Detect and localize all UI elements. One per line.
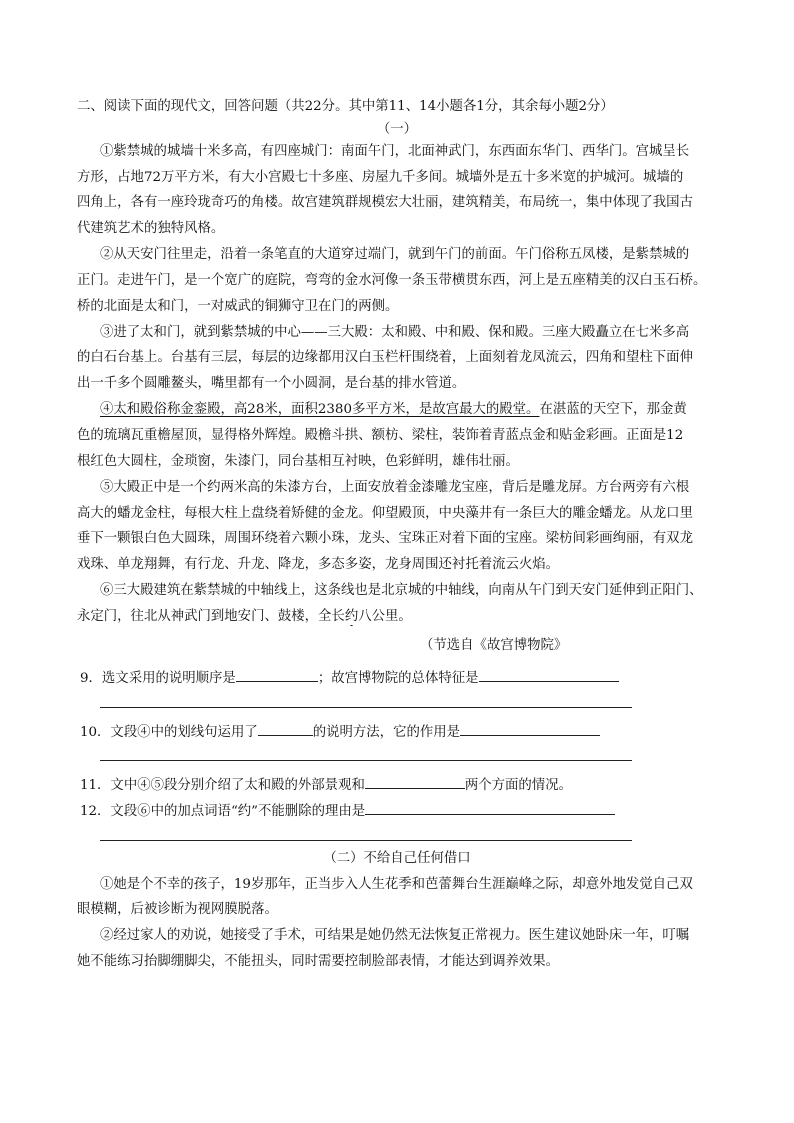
q10-answer-line[interactable] [100,760,632,761]
p5-line-2: 高大的蟠龙金柱，每根大柱上盘绕着矫健的金龙。仰望殿顶，中央藻井有一条巨大的雕金蟠龙。从龙口里 [77,506,693,521]
p4-line-1-rest: 在湛蓝的天空下，那金黄 [539,402,687,417]
q10-text-b: 的说明方法，它的作用是 [312,725,461,739]
p6-line-2-b: 八公里。 [358,609,412,624]
q9-text-b: ；故宫博物院的总体特征是 [317,671,479,685]
p4-line-1 [100,401,725,419]
source-attribution: （节选自《故宫博物院》 [420,638,568,653]
p2-line-2: 正门。走进午门，是一个宽广的庭院，弯弯的金水河像一条玉带横贯东西，河上是五座精美的汉白玉石桥。 [77,273,707,288]
part2-title: （二）不给自己任何借口 [323,851,471,866]
question-12 [80,800,728,818]
p4-line-2: 色的琉璃瓦重檐屋顶，显得格外辉煌。殿檐斗拱、额枋、梁柱，装饰着青蓝点金和贴金彩画。正面是12 [77,428,684,443]
q9-answer-blank-2[interactable] [479,667,619,682]
question-11 [80,774,728,792]
p3-line-1: ③进了太和门，就到紫禁城的中心——三大殿：太和殿、中和殿、保和殿。三座大殿矗立在七米多高 [100,325,690,340]
p6-line-2-a: 永定门，往北从神武门到地安门、鼓楼，全长 [77,609,345,624]
dotted-word: 约 [344,609,359,624]
p1-line-4: 代建筑艺术的独特风格。 [77,221,225,236]
q9-answer-blank-1[interactable] [236,667,318,682]
q10-answer-blank-1[interactable] [258,721,313,736]
p5-line-4: 戏珠、单龙翔舞，有行龙、升龙、降龙，多态多姿，龙身周围还衬托着流云火焰。 [77,557,560,572]
q11-answer-blank[interactable] [365,774,465,789]
q12-answer-blank[interactable] [365,800,615,815]
section-header: 二、阅读下面的现代文，回答问题（共22分。其中第11、14小题各1分，其余每小题2分） [77,99,614,114]
p6-line-2 [77,608,725,626]
part2-p1-line-1: ①她是个不幸的孩子，19岁那年，正当步入人生花季和芭蕾舞台生涯巅峰之际，却意外地发觉自己双 [100,877,693,892]
question-9 [80,667,728,685]
part2-p1-line-2: 眼模糊，后被诊断为视网膜脱落。 [77,902,278,917]
p2-line-1: ②从天安门往里走，沿着一条笔直的大道穿过端门，就到午门的前面。午门俗称五凤楼，是紫禁城的 [100,247,690,262]
p5-line-1: ⑤大殿正中是一个约两米高的朱漆方台，上面安放着金漆雕龙宝座，背后是雕龙屏。方台两旁有六根 [100,480,690,495]
p6-line-1: ⑥三大殿建筑在紫禁城的中轴线上，这条线也是北京城的中轴线，向南从午门到天安门延伸到正阳门、 [100,583,703,598]
p5-line-3: 垂下一颗银白色大圆珠，周围环绕着六颗小珠，龙头、宝珠正对着下面的宝座。梁枋间彩画绚丽，有双龙 [77,531,693,546]
p1-line-2: 方形，占地72万平方米，有大小宫殿七十多座、房屋九千多间。城墙外是五十多米宽的护城河。城墙的 [77,170,684,185]
p3-line-2: 的白石台基上。台基有三层，每层的边缘都用汉白玉栏杆围绕着，上面刻着龙凤流云，四角和望柱下面伸 [77,350,693,365]
p2-line-3: 桥的北面是太和门，一对威武的铜狮守卫在门的两侧。 [77,299,399,314]
q12-text: 12．文段⑥中的加点词语“约”不能删除的理由是 [80,804,366,818]
question-10 [80,721,728,739]
q10-answer-blank-2[interactable] [460,721,600,736]
q11-text-b: 两个方面的情况。 [464,778,572,792]
q10-text-a: 10．文段④中的划线句运用了 [80,725,258,739]
underlined-sentence: ④太和殿俗称金銮殿，高28米，面积2380多平方米，是故宫最大的殿堂。 [100,402,540,417]
q9-answer-line[interactable] [100,707,632,708]
p1-line-1: ①紫禁城的城墙十米多高，有四座城门：南面午门，北面神武门，东西面东华门、西华门。宫城呈长 [100,144,690,159]
q9-text-a: 9．选文采用的说明顺序是 [80,671,236,685]
part1-title: （一） [376,122,418,137]
q12-answer-line[interactable] [100,840,632,841]
p4-line-3: 根红色大圆柱，金琐窗，朱漆门，同台基相互衬映，色彩鲜明，雄伟壮丽。 [77,454,519,469]
q11-text-a: 11．文中④⑤段分别介绍了太和殿的外部景观和 [80,778,365,792]
p1-line-3: 四角上，各有一座玲珑奇巧的角楼。故宫建筑群规模宏大壮丽，建筑精美，布局统一，集中体现了我国古 [77,195,693,210]
part2-p2-line-2: 她不能练习抬脚绷脚尖，不能扭头，同时需要控制脸部表情，才能达到调养效果。 [77,954,560,969]
part2-p2-line-1: ②经过家人的劝说，她接受了手术，可结果是她仍然无法恢复正常视力。医生建议她卧床一年，叮嘱 [100,928,690,943]
p3-line-3: 出一千多个圆雕鳌头，嘴里都有一个小圆洞，是台基的排水管道。 [77,376,466,391]
